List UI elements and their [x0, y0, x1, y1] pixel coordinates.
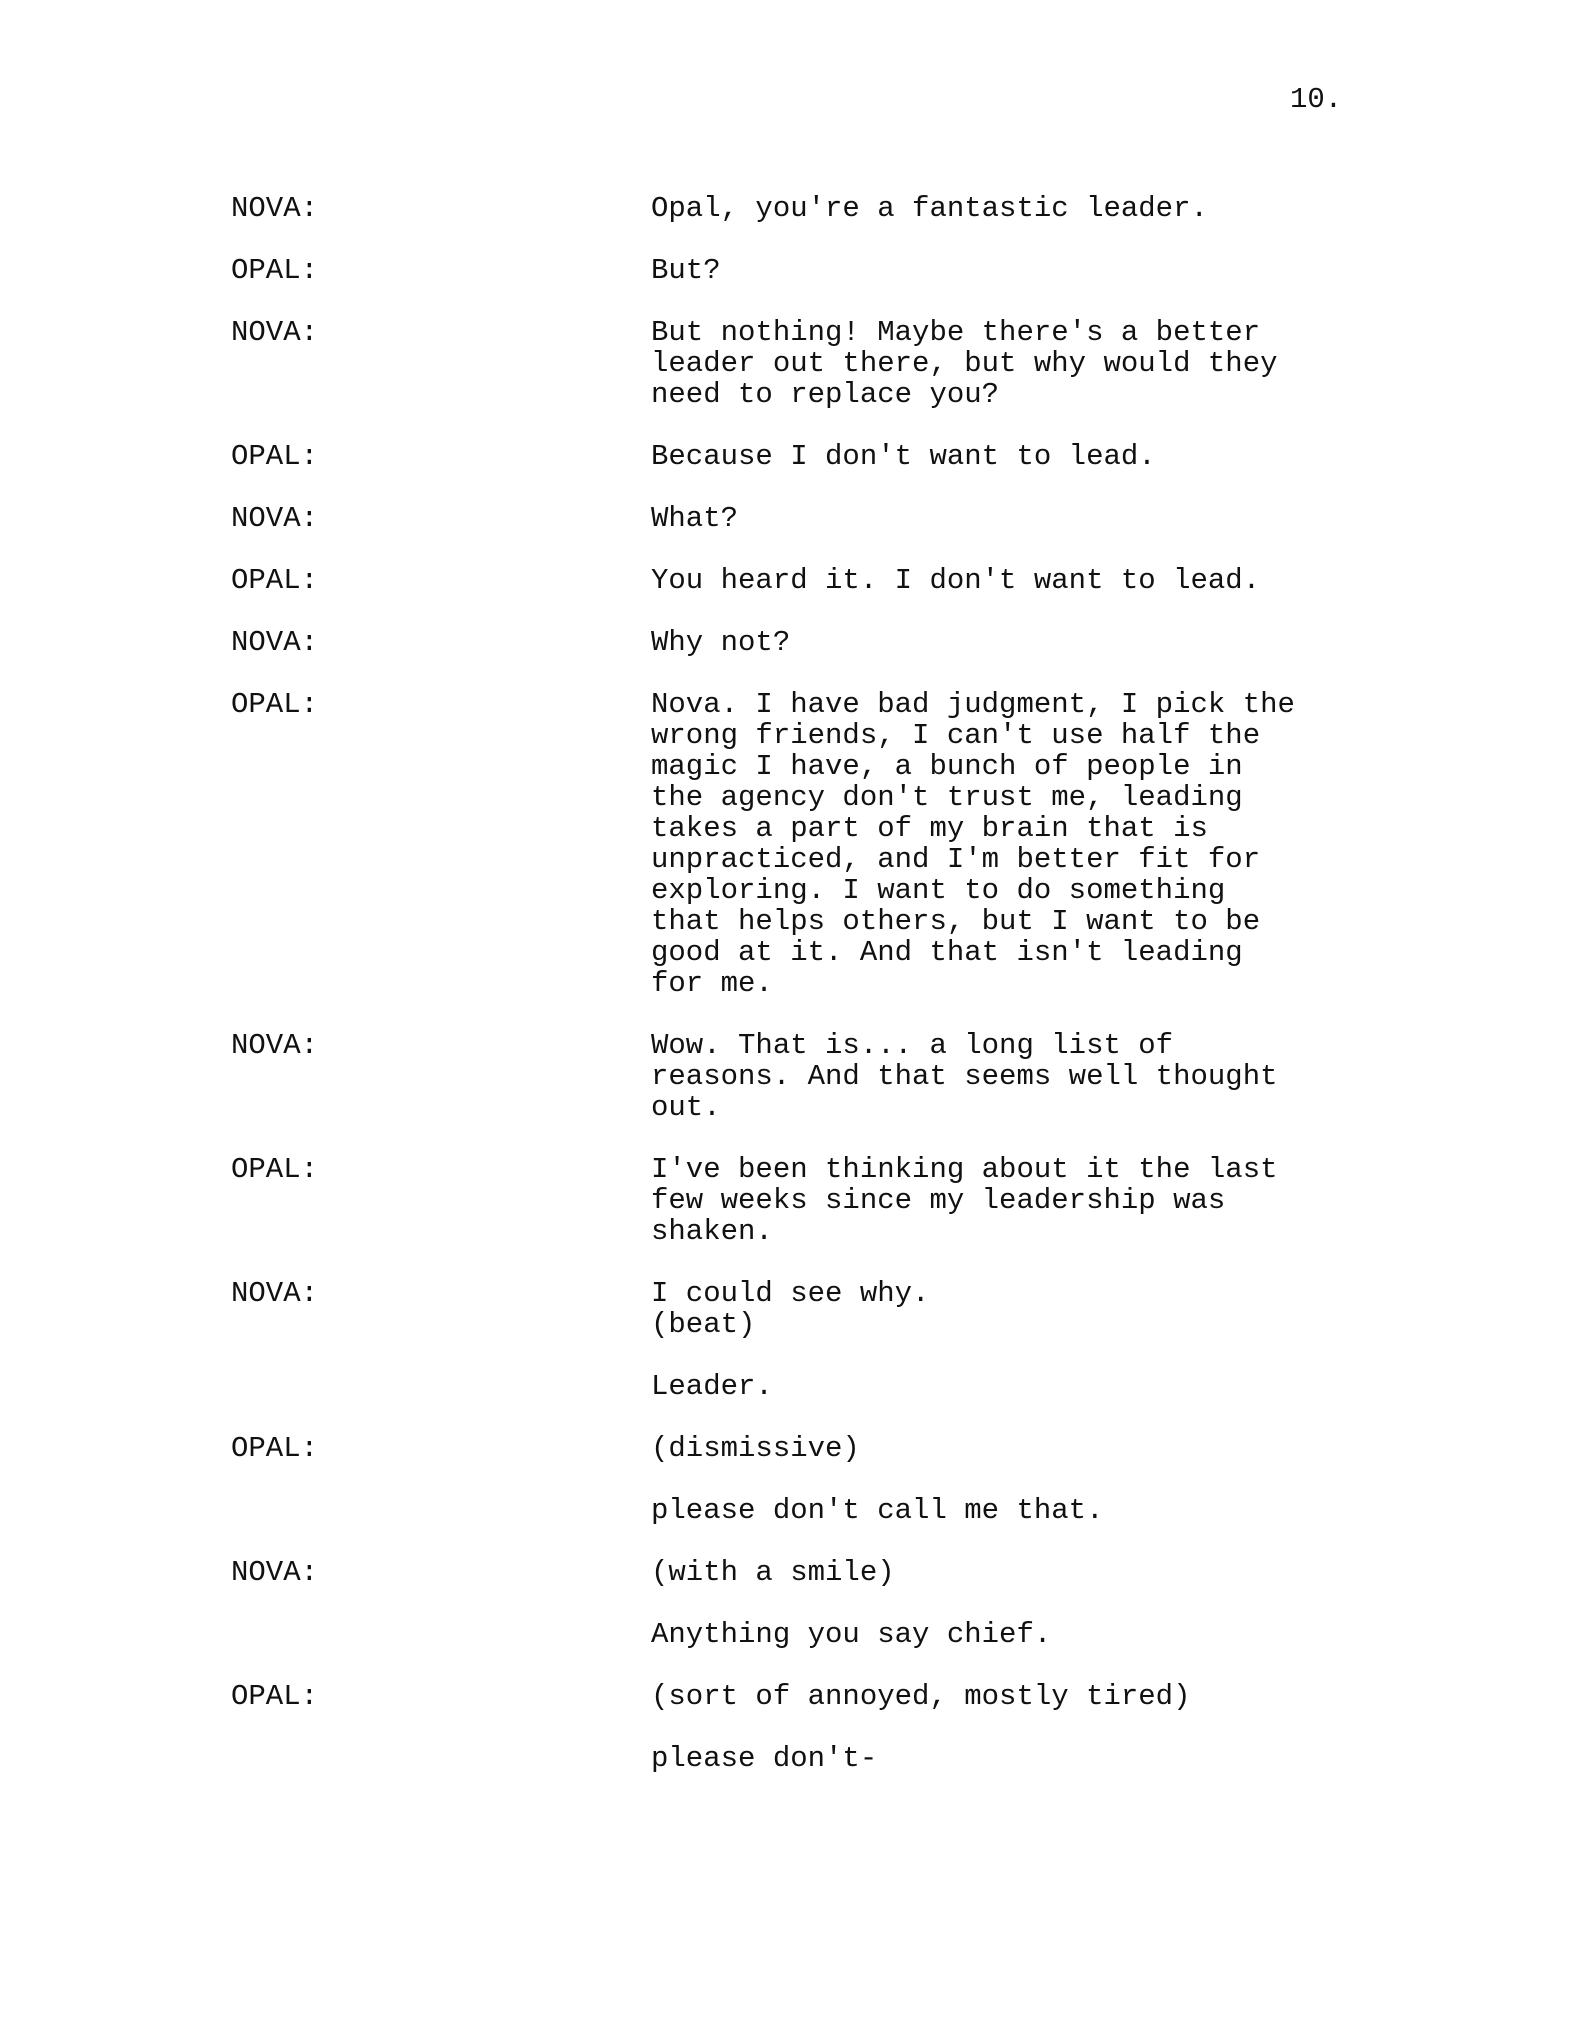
- character-name: NOVA:: [231, 316, 319, 349]
- dialogue-line: (sort of annoyed, mostly tired): [651, 1680, 1191, 1713]
- dialogue-line: Anything you say chief.: [651, 1618, 1052, 1651]
- dialogue-line: You heard it. I don't want to lead.: [651, 564, 1261, 597]
- character-name: OPAL:: [231, 688, 319, 721]
- dialogue-text: [651, 1278, 1351, 1340]
- dialogue-line: Opal, you're a fantastic leader.: [651, 192, 1208, 225]
- dialogue-line: the agency don't trust me, leading: [651, 781, 1243, 814]
- dialogue-line: need to replace you?: [651, 378, 1000, 411]
- dialogue-row: [231, 689, 1351, 999]
- dialogue-line: Nova. I have bad judgment, I pick the: [651, 688, 1295, 721]
- character-name: NOVA:: [231, 192, 319, 225]
- dialogue-row: [231, 1154, 1351, 1247]
- dialogue-row: [231, 627, 1351, 658]
- dialogue-row: [231, 441, 1351, 472]
- character-name: OPAL:: [231, 1680, 319, 1713]
- dialogue-text: [651, 1619, 1351, 1650]
- dialogue-text: [651, 1154, 1351, 1247]
- character-name: OPAL:: [231, 254, 319, 287]
- dialogue-line: few weeks since my leadership was: [651, 1184, 1226, 1217]
- dialogue-line: Why not?: [651, 626, 791, 659]
- dialogue-text: [651, 1433, 1351, 1464]
- dialogue-row: [231, 1433, 1351, 1464]
- character-name: NOVA:: [231, 626, 319, 659]
- dialogue-line: please don't-: [651, 1742, 878, 1775]
- dialogue-line: magic I have, a bunch of people in: [651, 750, 1243, 783]
- dialogue-row: [231, 1030, 1351, 1123]
- dialogue-line: Wow. That is... a long list of: [651, 1029, 1174, 1062]
- dialogue-row: [231, 1557, 1351, 1588]
- script-body: [231, 193, 1351, 1805]
- character-name: OPAL:: [231, 1432, 319, 1465]
- dialogue-line: takes a part of my brain that is: [651, 812, 1208, 845]
- dialogue-line: What?: [651, 502, 739, 535]
- dialogue-row: [231, 193, 1351, 224]
- dialogue-line: for me.: [651, 967, 773, 1000]
- character-name: OPAL:: [231, 564, 319, 597]
- dialogue-row: [231, 1278, 1351, 1340]
- dialogue-line: (dismissive): [651, 1432, 860, 1465]
- character-name: [231, 1495, 651, 1526]
- dialogue-line: reasons. And that seems well thought: [651, 1060, 1278, 1093]
- dialogue-row: [231, 1619, 1351, 1650]
- character-name: OPAL:: [231, 1153, 319, 1186]
- character-name: NOVA:: [231, 1029, 319, 1062]
- dialogue-row: [231, 255, 1351, 286]
- dialogue-row: [231, 317, 1351, 410]
- dialogue-line: unpracticed, and I'm better fit for: [651, 843, 1261, 876]
- dialogue-line: But nothing! Maybe there's a better: [651, 316, 1261, 349]
- dialogue-row: [231, 1743, 1351, 1774]
- dialogue-text: [651, 317, 1351, 410]
- dialogue-line: out.: [651, 1091, 721, 1124]
- character-name: NOVA:: [231, 1277, 319, 1310]
- dialogue-text: [651, 1681, 1351, 1712]
- dialogue-line: please don't call me that.: [651, 1494, 1104, 1527]
- dialogue-row: [231, 1681, 1351, 1712]
- page-number: 10.: [1290, 83, 1343, 116]
- dialogue-text: [651, 503, 1351, 534]
- dialogue-row: [231, 1495, 1351, 1526]
- dialogue-line: exploring. I want to do something: [651, 874, 1226, 907]
- character-name: [231, 1743, 651, 1774]
- dialogue-row: [231, 565, 1351, 596]
- dialogue-text: [651, 441, 1351, 472]
- dialogue-line: (beat): [651, 1308, 756, 1341]
- character-name: [231, 1371, 651, 1402]
- dialogue-text: [651, 1495, 1351, 1526]
- character-name: [231, 1619, 651, 1650]
- dialogue-text: [651, 627, 1351, 658]
- dialogue-row: [231, 503, 1351, 534]
- dialogue-line: good at it. And that isn't leading: [651, 936, 1243, 969]
- dialogue-text: [651, 255, 1351, 286]
- dialogue-text: [651, 193, 1351, 224]
- character-name: OPAL:: [231, 440, 319, 473]
- dialogue-line: But?: [651, 254, 721, 287]
- dialogue-line: Leader.: [651, 1370, 773, 1403]
- dialogue-line: that helps others, but I want to be: [651, 905, 1261, 938]
- dialogue-line: Because I don't want to lead.: [651, 440, 1156, 473]
- dialogue-text: [651, 689, 1351, 999]
- dialogue-line: wrong friends, I can't use half the: [651, 719, 1261, 752]
- dialogue-text: [651, 1557, 1351, 1588]
- dialogue-line: I could see why.: [651, 1277, 930, 1310]
- dialogue-line: I've been thinking about it the last: [651, 1153, 1278, 1186]
- dialogue-text: [651, 1030, 1351, 1123]
- dialogue-text: [651, 1743, 1351, 1774]
- dialogue-line: (with a smile): [651, 1556, 895, 1589]
- dialogue-row: [231, 1371, 1351, 1402]
- dialogue-text: [651, 565, 1351, 596]
- character-name: NOVA:: [231, 502, 319, 535]
- dialogue-line: shaken.: [651, 1215, 773, 1248]
- dialogue-line: leader out there, but why would they: [651, 347, 1278, 380]
- dialogue-text: [651, 1371, 1351, 1402]
- character-name: NOVA:: [231, 1556, 319, 1589]
